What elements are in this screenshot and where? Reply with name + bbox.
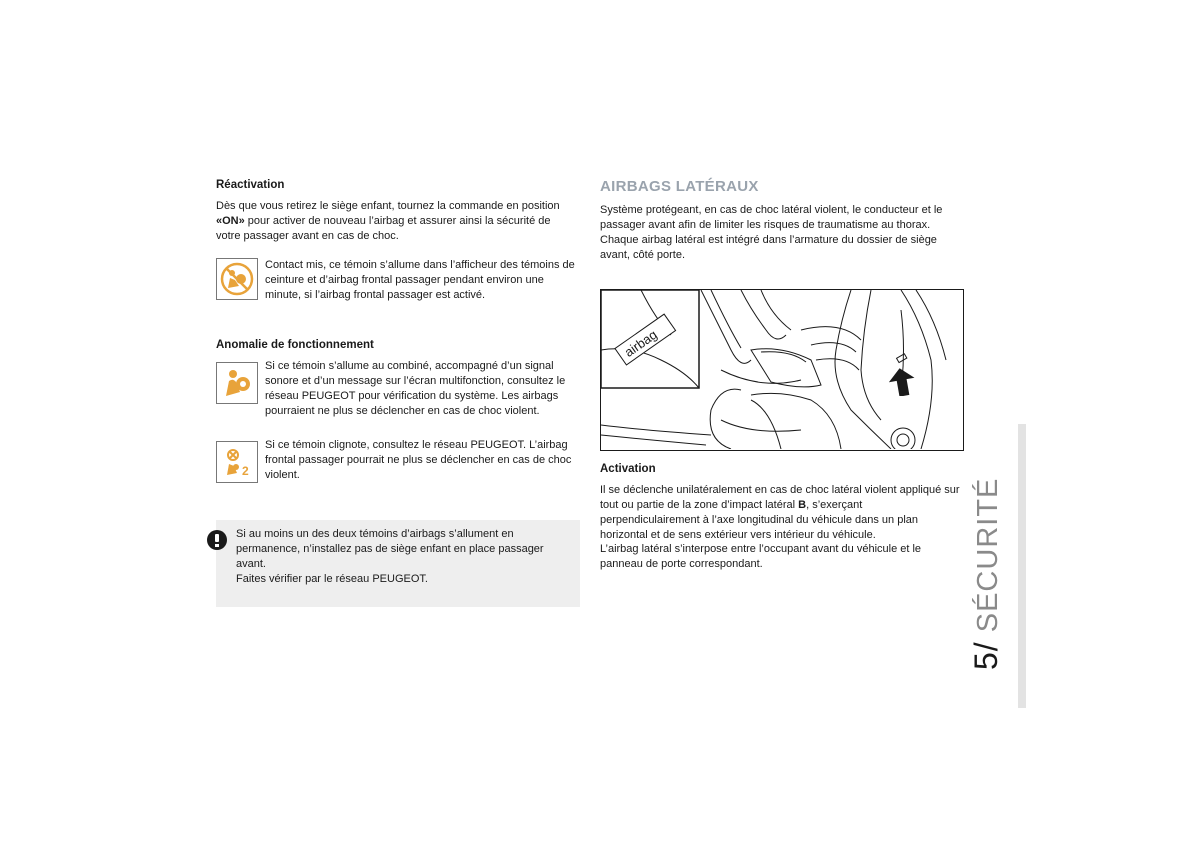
contact-paragraph: Contact mis, ce témoin s’allume dans l’afficheur des témoins de ceinture et d’airbag frontal passager pendant environ une minute, si l’airbag frontal passager est activé. bbox=[265, 259, 575, 301]
airbag-fault-2-icon bbox=[216, 441, 258, 483]
up-arrow-icon bbox=[889, 368, 915, 396]
chapter-label bbox=[968, 478, 1005, 670]
activation-paragraph-1: Il se déclenche unilatéralement en cas de choc latéral violent appliqué sur tout ou partie de la zone d’impact latéral B, s’exerçant perpendiculairement à l’axe longitudinal du véhicule dans un plan horizontal et de sens extérieur vers intérieur du véhicule. bbox=[600, 484, 960, 541]
reactivation-paragraph: Dès que vous retirez le siège enfant, tournez la commande en position «ON» pour activer de nouveau l’airbag et assurer ainsi la sécurité de votre passager avant en cas de choc. bbox=[216, 200, 560, 242]
zone-b-label: B bbox=[798, 499, 807, 511]
chapter-title: SÉCURITÉ bbox=[972, 477, 1004, 633]
on-position-label: «ON» bbox=[216, 215, 245, 227]
anomalie-paragraph-2: Si ce témoin clignote, consultez le réseau PEUGEOT. L’airbag frontal passager pourrait ne plus se déclencher en cas de choc violent. bbox=[265, 439, 572, 481]
anomalie-heading: Anomalie de fonctionnement bbox=[216, 339, 374, 351]
warning-paragraph-2: Faites vérifier par le réseau PEUGEOT. bbox=[236, 573, 428, 585]
anomalie-paragraph-1: Si ce témoin s’allume au combiné, accompagné d’un signal sonore et d’un message sur l’écran multifonction, consultez le réseau PEUGEOT pour vérification du système. Les airbags pourraient ne plus se déclencher en cas de choc violent. bbox=[265, 360, 566, 417]
intro-paragraph-1: Système protégeant, en cas de choc latéral violent, le conducteur et le passager avant afin de limiter les risques de traumatisme au thorax. bbox=[600, 204, 943, 231]
airbag-off-icon bbox=[216, 258, 258, 300]
warning-paragraph-1: Si au moins un des deux témoins d’airbags s’allument en permanence, n’installez pas de siège enfant en place passager avant. bbox=[236, 528, 544, 570]
chapter-number: 5/ bbox=[968, 641, 1004, 670]
intro-paragraph-2: Chaque airbag latéral est intégré dans l’armature du dossier de siège avant, côté porte. bbox=[600, 234, 937, 261]
figure-airbag-label: airbag bbox=[621, 326, 660, 360]
reactivation-heading: Réactivation bbox=[216, 179, 285, 191]
section-title: AIRBAGS LATÉRAUX bbox=[600, 178, 759, 195]
airbag-fault-icon bbox=[216, 362, 258, 404]
activation-paragraph-2: L’airbag latéral s’interpose entre l’occupant avant du véhicule et le panneau de porte correspondant. bbox=[600, 543, 922, 570]
chapter-side-tab bbox=[1018, 424, 1026, 708]
seat-illustration bbox=[600, 289, 964, 451]
activation-heading: Activation bbox=[600, 463, 656, 475]
warning-exclamation-icon bbox=[207, 530, 227, 550]
svg-text:2: 2 bbox=[242, 464, 249, 478]
